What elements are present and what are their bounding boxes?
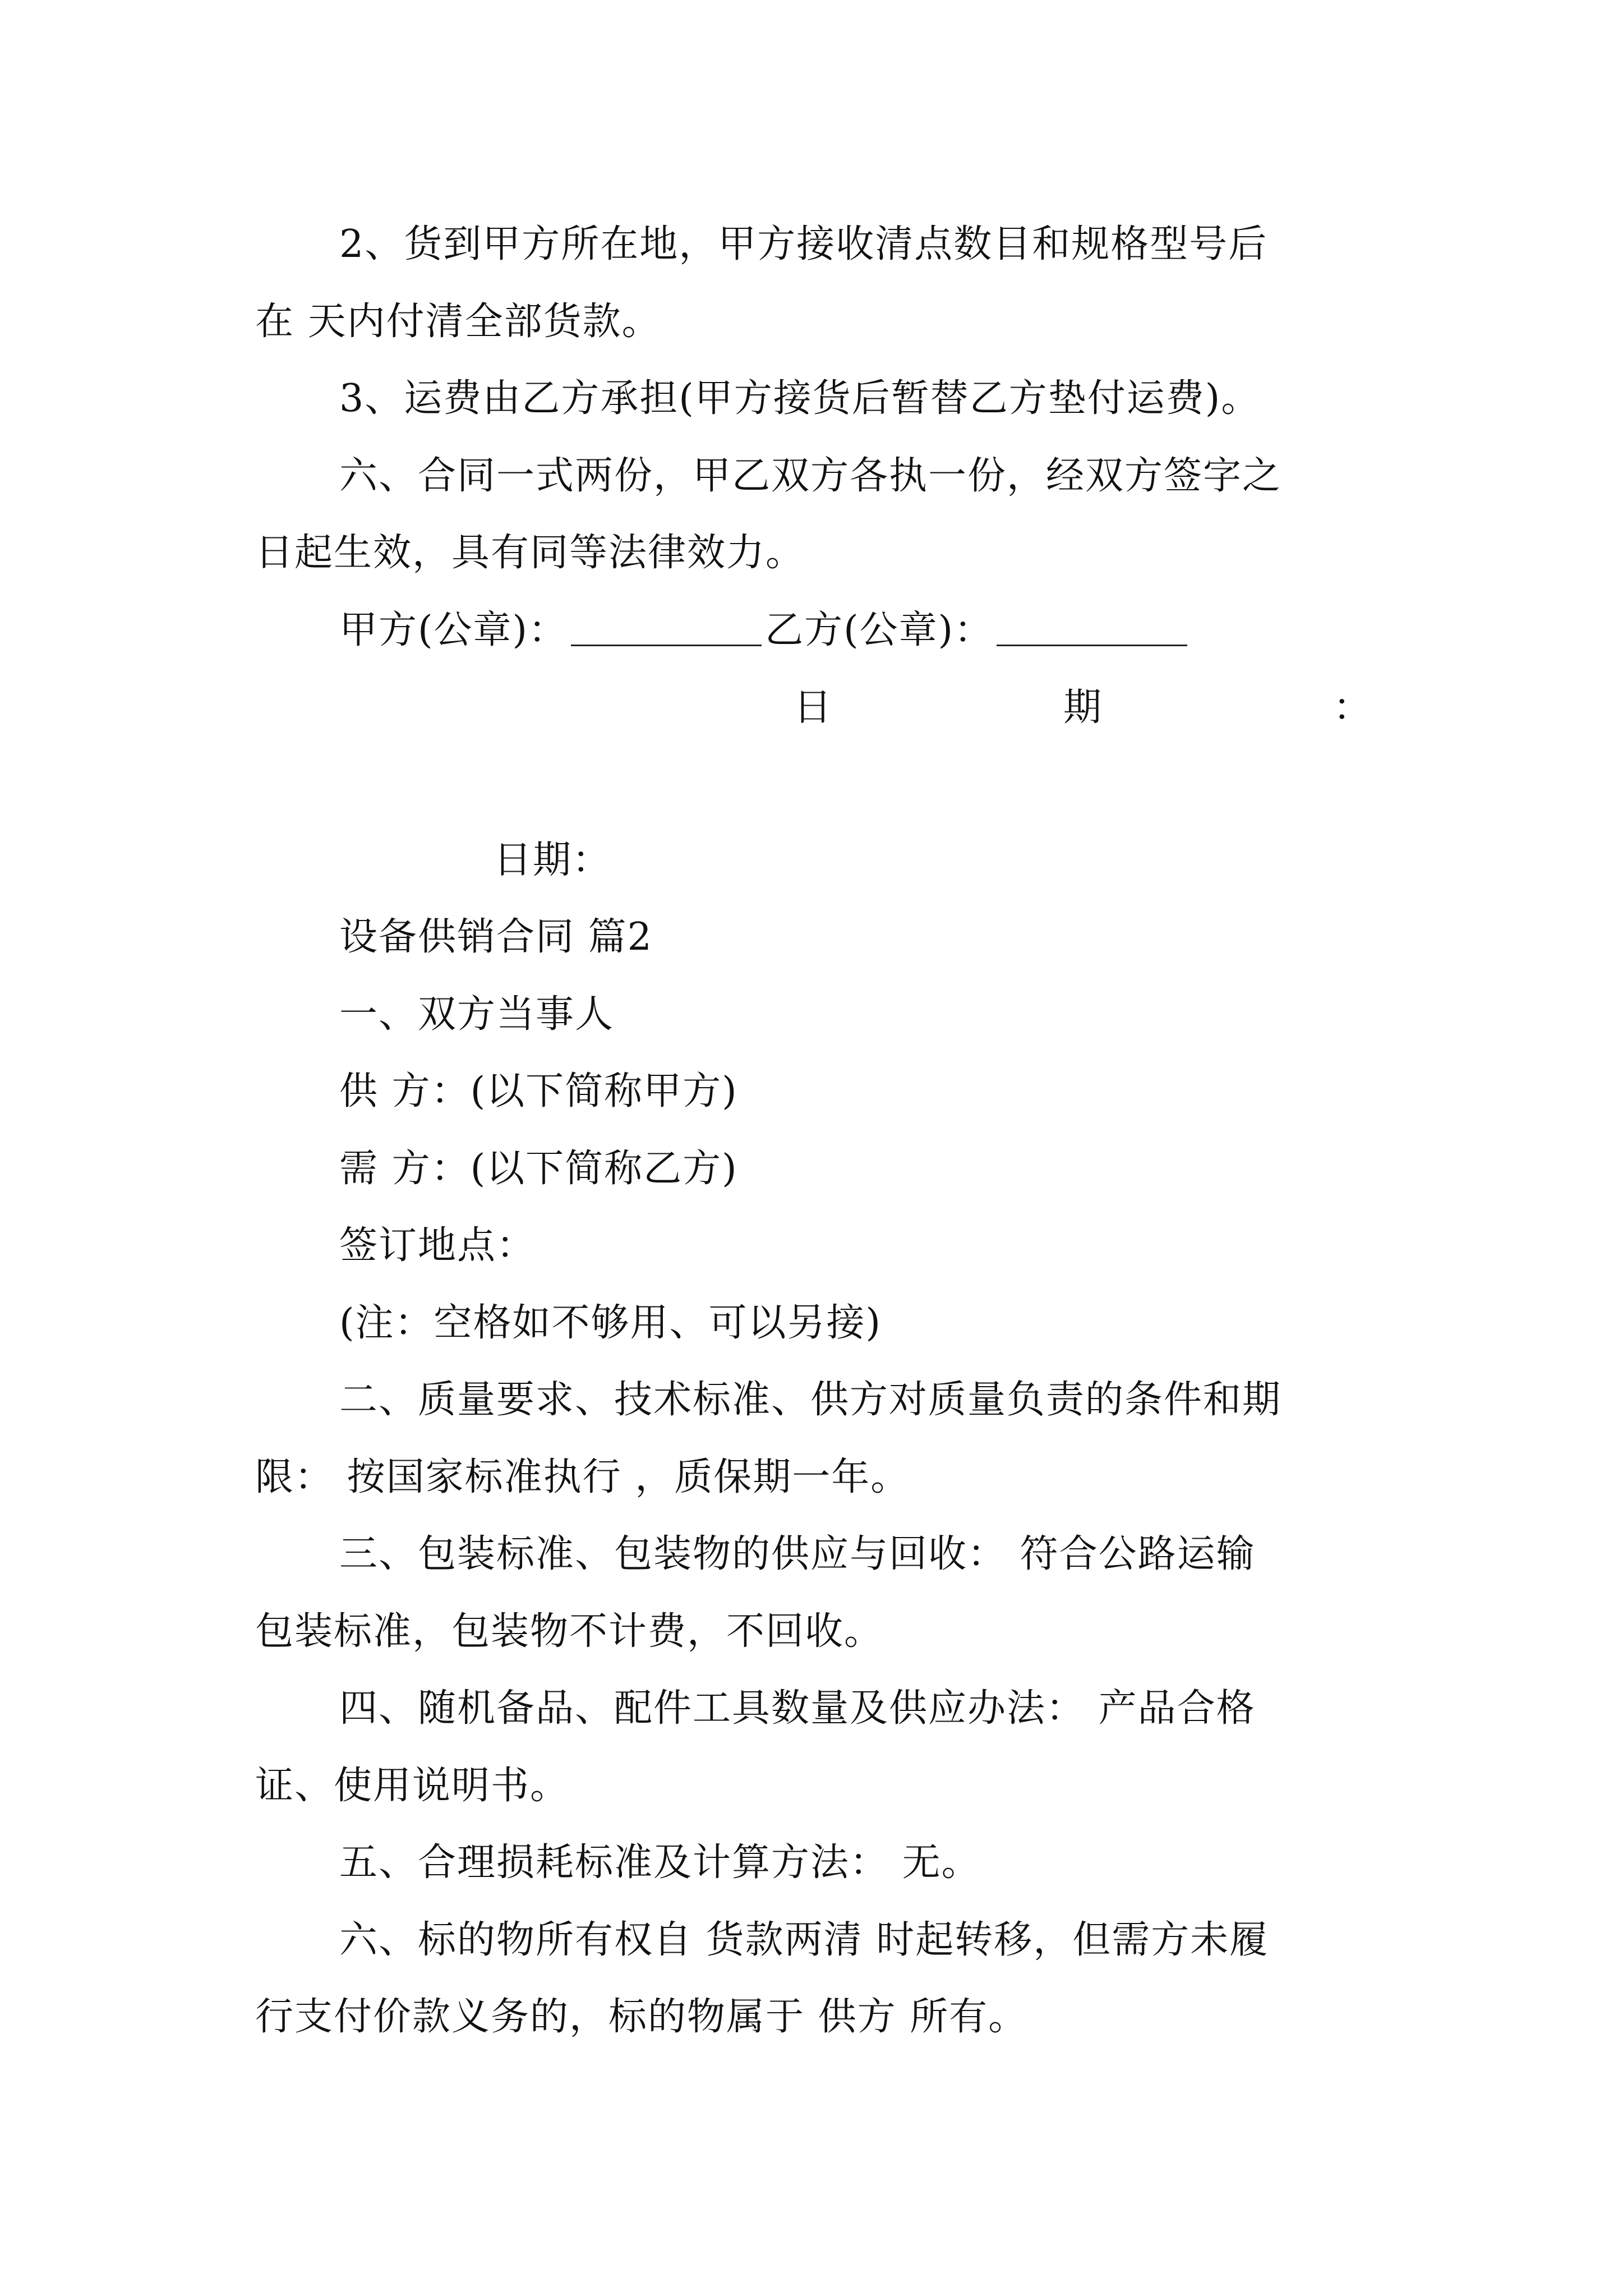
ownership-clause-line-1: 六、标的物所有权自 货款两清 时起转移，但需方未履 <box>339 1918 1269 1962</box>
date-colon: ： <box>1332 685 1371 730</box>
note-line: (注：空格如不够用、可以另接) <box>339 1301 882 1345</box>
party-b-signature-blank <box>997 613 1187 646</box>
section-heading: 设备供销合同 篇2 <box>339 915 653 959</box>
party-a-seal-label: 甲方(公章)： <box>339 608 568 652</box>
buyer-line: 需 方：(以下简称乙方) <box>339 1147 738 1191</box>
date-row-spaced <box>794 685 1371 730</box>
date-label: 日期： <box>494 838 612 882</box>
clause-payment-line-1: 2、货到甲方所在地，甲方接收清点数目和规格型号后 <box>339 222 1268 266</box>
packaging-clause-line-2: 包装标准，包装物不计费，不回收。 <box>255 1609 884 1654</box>
date-char-1: 日 <box>794 685 832 730</box>
date-char-2: 期 <box>1063 685 1101 730</box>
quality-clause-line-1: 二、质量要求、技术标准、供方对质量负责的条件和期 <box>339 1378 1282 1422</box>
packaging-clause-line-1: 三、包装标准、包装物的供应与回收： 符合公路运输 <box>339 1532 1256 1576</box>
accessories-clause-line-2: 证、使用说明书。 <box>255 1764 570 1808</box>
parties-heading: 一、双方当事人 <box>339 992 615 1037</box>
signature-row <box>339 608 1191 652</box>
signing-place-line: 签订地点： <box>339 1223 536 1268</box>
accessories-clause-line-1: 四、随机备品、配件工具数量及供应办法： 产品合格 <box>339 1686 1256 1731</box>
clause-copies-line-1: 六、合同一式两份，甲乙双方各执一份，经双方签字之 <box>339 454 1282 498</box>
clause-freight: 3、运费由乙方承担(甲方接货后暂替乙方垫付运费)。 <box>339 376 1261 421</box>
ownership-clause-line-2: 行支付价款义务的，标的物属于 供方 所有。 <box>255 1995 1028 2039</box>
clause-payment-line-2: 在 天内付清全部货款。 <box>255 300 661 344</box>
party-b-seal-label: 乙方(公章)： <box>765 608 994 652</box>
party-a-signature-blank <box>571 613 762 646</box>
loss-clause-line: 五、合理损耗标准及计算方法： 无。 <box>339 1841 981 1885</box>
supplier-line: 供 方：(以下简称甲方) <box>339 1069 738 1114</box>
quality-clause-line-2: 限： 按国家标准执行 ，质保期一年。 <box>255 1455 910 1499</box>
clause-copies-line-2: 日起生效，具有同等法律效力。 <box>255 531 805 575</box>
